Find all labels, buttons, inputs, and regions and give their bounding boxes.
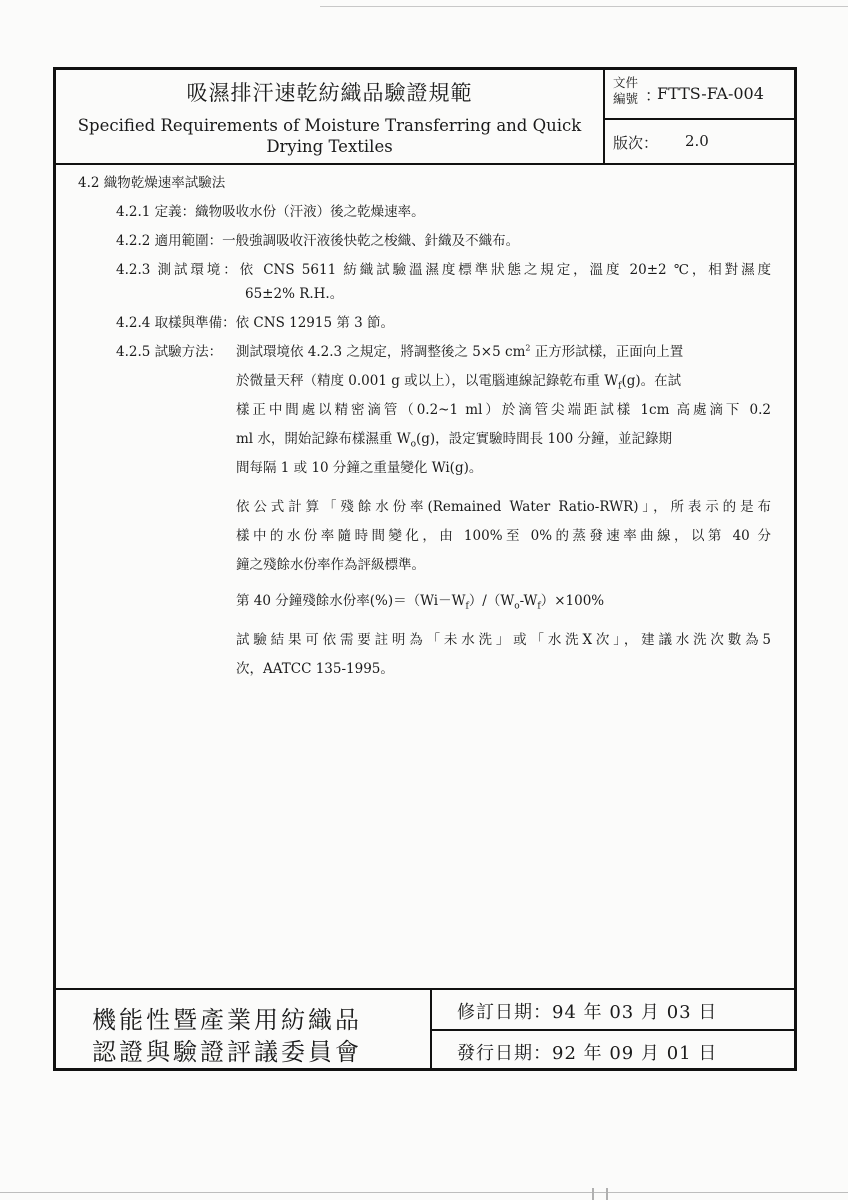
revised-date: 修訂日期：94 年 03 月 03 日 (457, 1002, 718, 1023)
document-footer (56, 988, 794, 1070)
section-4-2-5-label: 4.2.5 試驗方法： (116, 344, 223, 360)
section-4-2-1: 4.2.1 定義：織物吸收水份（汗液）後之乾燥速率。 (116, 204, 425, 220)
document-header (56, 70, 794, 165)
result-note-line-1: 試驗結果可依需要註明為「未水洗」或「水洗X次」，建議水洗次數為5 (236, 632, 771, 648)
title-english: Specified Requirements of Moisture Transferring and Quick Drying Textiles (77, 116, 582, 156)
scan-mark (606, 1188, 608, 1200)
version-cell (605, 120, 794, 163)
title-cell (56, 70, 605, 163)
issued-date-cell (432, 1031, 794, 1070)
scan-mark (592, 1188, 594, 1200)
title-chinese: 吸濕排汗速乾紡織品驗證規範 (186, 81, 473, 105)
section-4-2-5-line-1: 測試環境依 4.2.3 之規定，將調整後之 5×5 $cm^2$ 正方形試樣，正面向上置 (236, 343, 684, 360)
section-4-2-5-line-5: 間每隔 1 或 10 分鐘之重量變化 Wi(g)。 (236, 460, 483, 476)
document-number-cell (605, 70, 794, 120)
section-4-2-3-line-2: 65±2% R.H.。 (245, 286, 344, 302)
document-frame (53, 67, 797, 1071)
rwr-paragraph-line-3: 鐘之殘餘水份率作為評級標準。 (236, 557, 425, 573)
section-4-2-5-line-3: 樣正中間處以精密滴管（0.2~1 ml）於滴管尖端距試樣 1cm 高處滴下 0.2 (236, 402, 771, 418)
section-title: 4.2 織物乾燥速率試驗法 (78, 175, 226, 191)
section-4-2-5-line-4: ml 水，開始記錄布樣濕重 $W_o(g)$，設定實驗時間長 100 分鐘，並記錄期 (236, 431, 673, 450)
section-4-2-2: 4.2.2 適用範圍：一般強調吸收汗液後快乾之梭織、針織及不織布。 (116, 233, 520, 249)
rwr-paragraph-line-1: 依公式計算「殘餘水份率(Remained Water Ratio-RWR)」，所表示的是布 (236, 499, 771, 515)
document-number-value: FTTS-FA-004 (657, 84, 764, 103)
scan-edge-line (0, 1192, 848, 1193)
version-value: 2.0 (685, 132, 709, 150)
rwr-formula: 第 40 分鐘殘餘水份率$(\%)=(Wi-W_f)/(W_o-W_f)\times 100\%$ (236, 593, 605, 612)
section-4-2-3-line-1: 4.2.3 測試環境：依 CNS 5611 紡織試驗溫濕度標準狀態之規定，溫度 20±2 ℃，相對濕度 (116, 262, 771, 278)
version-label: 版次： (613, 134, 659, 152)
rwr-paragraph-line-2: 樣中的水份率隨時間變化，由 100%至 0%的蒸發速率曲線，以第 40 分 (236, 528, 771, 544)
document-number-label: 文件編號 (613, 75, 639, 106)
committee-name-line-2: 認證與驗證評議委員會 (92, 1038, 362, 1066)
committee-cell (56, 990, 432, 1070)
section-4-2-5-line-2: 於微量天秤（精度 0.001 g 或以上），以電腦連線記錄乾布重 $W_f(g)$。在試 (236, 373, 682, 392)
section-4-2-4: 4.2.4 取樣與準備：依 CNS 12915 第 3 節。 (116, 315, 395, 331)
scan-edge-line (320, 6, 848, 7)
result-note-line-2: 次，AATCC 135-1995。 (236, 661, 394, 677)
document-number-colon: ： (645, 86, 662, 105)
committee-name-line-1: 機能性暨產業用紡織品 (92, 1006, 362, 1034)
issued-date: 發行日期：92 年 09 月 01 日 (457, 1043, 718, 1064)
revised-date-cell (432, 990, 794, 1031)
